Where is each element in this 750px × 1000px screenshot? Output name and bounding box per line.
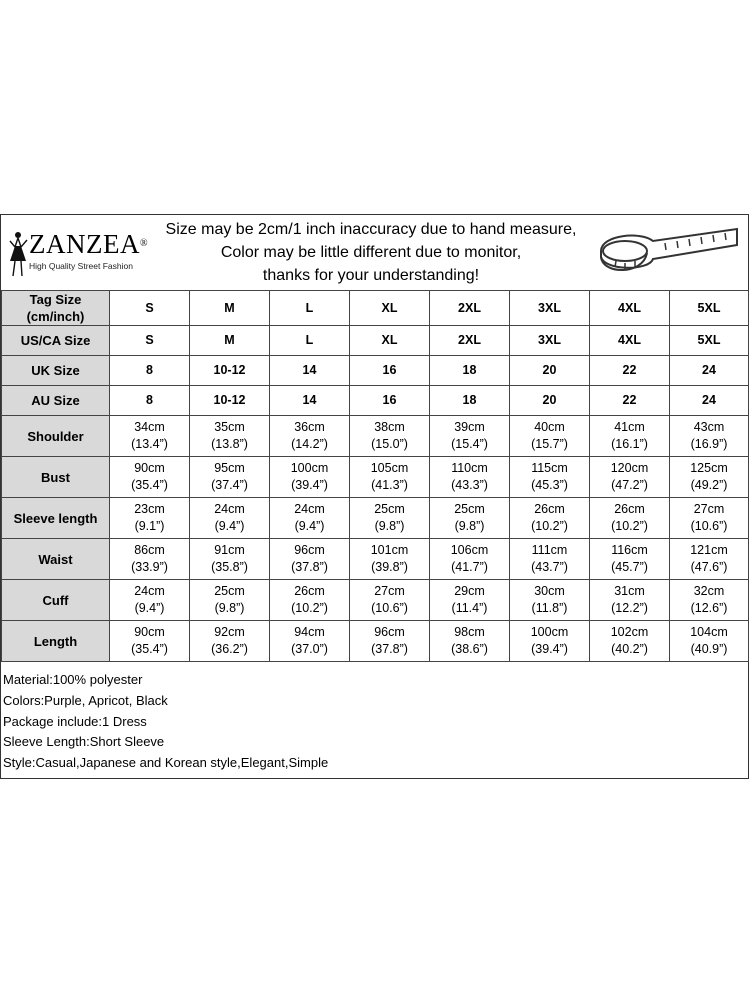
inch-value: (35.8”) bbox=[211, 560, 248, 574]
cm-value: 39cm bbox=[454, 420, 485, 434]
table-cell: S bbox=[110, 326, 190, 356]
measurement-notice bbox=[151, 218, 591, 287]
inch-value: (47.6”) bbox=[690, 560, 728, 574]
table-cell bbox=[590, 457, 670, 498]
inch-value: (9.8”) bbox=[214, 601, 245, 615]
inch-value: (38.6”) bbox=[451, 642, 488, 656]
table-cell bbox=[510, 580, 590, 621]
row-label: Sleeve length bbox=[2, 498, 110, 539]
table-cell bbox=[510, 498, 590, 539]
inch-value: (45.3”) bbox=[531, 478, 568, 492]
table-cell: 24 bbox=[670, 356, 749, 386]
notice-line: Size may be 2cm/1 inch inaccuracy due to hand measure, bbox=[165, 221, 577, 238]
cm-value: 95cm bbox=[214, 461, 245, 475]
cm-value: 41cm bbox=[614, 420, 645, 434]
inch-value: (40.2”) bbox=[611, 642, 648, 656]
row-label: AU Size bbox=[2, 386, 110, 416]
cm-value: 40cm bbox=[534, 420, 565, 434]
cm-value: 26cm bbox=[294, 584, 325, 598]
cm-value: 24cm bbox=[134, 584, 165, 598]
row-label: Shoulder bbox=[2, 416, 110, 457]
table-cell bbox=[590, 539, 670, 580]
size-conversion-row bbox=[2, 356, 749, 386]
inch-value: (33.9”) bbox=[131, 560, 168, 574]
inch-value: (15.4”) bbox=[451, 437, 488, 451]
table-cell: 10-12 bbox=[190, 356, 270, 386]
table-cell bbox=[590, 621, 670, 662]
table-cell: 24 bbox=[670, 386, 749, 416]
row-label: Tag Size (cm/inch) bbox=[2, 291, 110, 326]
inch-value: (37.8”) bbox=[371, 642, 408, 656]
dress-figure-icon bbox=[7, 231, 29, 277]
table-cell bbox=[670, 580, 749, 621]
row-label: Cuff bbox=[2, 580, 110, 621]
cm-value: 24cm bbox=[294, 502, 325, 516]
table-cell: 8 bbox=[110, 356, 190, 386]
cm-value: 91cm bbox=[214, 543, 245, 557]
size-header-cell: 5XL bbox=[670, 291, 749, 326]
inch-value: (14.2”) bbox=[291, 437, 328, 451]
inch-value: (9.1”) bbox=[134, 519, 165, 533]
inch-value: (11.8”) bbox=[531, 601, 568, 615]
table-cell: 4XL bbox=[590, 326, 670, 356]
cm-value: 101cm bbox=[370, 543, 409, 557]
inch-value: (13.8”) bbox=[211, 437, 248, 451]
spec-line: Sleeve Length:Short Sleeve bbox=[3, 734, 165, 750]
table-cell: 18 bbox=[430, 356, 510, 386]
cm-value: 96cm bbox=[294, 543, 325, 557]
measurement-row bbox=[2, 580, 749, 621]
cm-value: 26cm bbox=[534, 502, 565, 516]
table-cell bbox=[670, 621, 749, 662]
inch-value: (11.4”) bbox=[451, 601, 488, 615]
inch-value: (45.7”) bbox=[611, 560, 648, 574]
table-cell bbox=[110, 580, 190, 621]
table-cell bbox=[190, 580, 270, 621]
table-cell: 20 bbox=[510, 386, 590, 416]
cm-value: 121cm bbox=[690, 543, 728, 557]
table-cell bbox=[110, 416, 190, 457]
spec-line: Colors:Purple, Apricot, Black bbox=[3, 692, 168, 708]
cm-value: 25cm bbox=[454, 502, 485, 516]
table-cell bbox=[430, 621, 510, 662]
size-header-cell: 2XL bbox=[430, 291, 510, 326]
inch-value: (35.4”) bbox=[131, 642, 168, 656]
size-header-cell: L bbox=[270, 291, 350, 326]
table-cell bbox=[670, 457, 749, 498]
table-cell bbox=[190, 539, 270, 580]
cm-value: 27cm bbox=[374, 584, 405, 598]
table-cell bbox=[590, 580, 670, 621]
table-cell bbox=[350, 457, 430, 498]
table-cell bbox=[590, 498, 670, 539]
table-cell: 10-12 bbox=[190, 386, 270, 416]
table-cell bbox=[350, 539, 430, 580]
table-cell bbox=[350, 621, 430, 662]
table-cell bbox=[430, 539, 510, 580]
cm-value: 116cm bbox=[611, 543, 648, 557]
inch-value: (40.9”) bbox=[690, 642, 728, 656]
table-cell bbox=[190, 621, 270, 662]
table-cell bbox=[670, 416, 749, 457]
table-cell bbox=[430, 416, 510, 457]
table-cell bbox=[670, 539, 749, 580]
inch-value: (39.4”) bbox=[531, 642, 568, 656]
inch-value: (10.2”) bbox=[531, 519, 568, 533]
spec-line: Package include:1 Dress bbox=[3, 713, 147, 729]
table-cell bbox=[510, 416, 590, 457]
table-cell bbox=[190, 416, 270, 457]
table-cell bbox=[350, 416, 430, 457]
table-cell bbox=[190, 498, 270, 539]
cm-value: 96cm bbox=[374, 625, 405, 639]
cm-value: 86cm bbox=[134, 543, 165, 557]
table-cell bbox=[350, 498, 430, 539]
table-cell: 8 bbox=[110, 386, 190, 416]
inch-value: (36.2”) bbox=[211, 642, 248, 656]
cm-value: 31cm bbox=[614, 584, 645, 598]
table-cell bbox=[430, 457, 510, 498]
inch-value: (35.4”) bbox=[131, 478, 168, 492]
inch-value: (41.3”) bbox=[371, 478, 408, 492]
measurement-row bbox=[2, 416, 749, 457]
inch-value: (37.0”) bbox=[291, 642, 328, 656]
inch-value: (15.7”) bbox=[531, 437, 568, 451]
product-specs bbox=[3, 670, 328, 774]
cm-value: 35cm bbox=[214, 420, 245, 434]
cm-value: 125cm bbox=[690, 461, 728, 475]
spec-line: Style:Casual,Japanese and Korean style,Elegant,Simple bbox=[3, 755, 329, 771]
cm-value: 26cm bbox=[614, 502, 645, 516]
cm-value: 24cm bbox=[214, 502, 245, 516]
brand-tagline: High Quality Street Fashion bbox=[29, 261, 133, 271]
table-cell: 3XL bbox=[510, 326, 590, 356]
cm-value: 36cm bbox=[294, 420, 325, 434]
table-cell bbox=[350, 580, 430, 621]
size-header-cell: S bbox=[110, 291, 190, 326]
inch-value: (49.2”) bbox=[690, 478, 728, 492]
table-cell bbox=[430, 580, 510, 621]
table-cell: 14 bbox=[270, 356, 350, 386]
table-cell: M bbox=[190, 326, 270, 356]
cm-value: 102cm bbox=[610, 625, 649, 639]
row-label: Waist bbox=[2, 539, 110, 580]
table-cell bbox=[270, 621, 350, 662]
table-cell bbox=[270, 539, 350, 580]
cm-value: 32cm bbox=[693, 584, 725, 598]
cm-value: 27cm bbox=[693, 502, 725, 516]
table-cell: 16 bbox=[350, 386, 430, 416]
measurement-row bbox=[2, 621, 749, 662]
cm-value: 43cm bbox=[693, 420, 725, 434]
table-cell bbox=[510, 457, 590, 498]
cm-value: 120cm bbox=[610, 461, 649, 475]
cm-value: 94cm bbox=[294, 625, 325, 639]
table-cell bbox=[110, 539, 190, 580]
inch-value: (15.0”) bbox=[371, 437, 408, 451]
notice-line: thanks for your understanding! bbox=[262, 267, 480, 284]
cm-value: 111cm bbox=[531, 543, 568, 557]
cm-value: 30cm bbox=[534, 584, 565, 598]
inch-value: (41.7”) bbox=[451, 560, 488, 574]
size-conversion-row bbox=[2, 386, 749, 416]
cm-value: 90cm bbox=[134, 625, 165, 639]
size-header-cell: XL bbox=[350, 291, 430, 326]
row-label: UK Size bbox=[2, 356, 110, 386]
table-cell bbox=[590, 416, 670, 457]
measuring-tape-icon bbox=[591, 223, 741, 283]
table-cell bbox=[670, 498, 749, 539]
inch-value: (9.8”) bbox=[374, 519, 405, 533]
spec-line: Material:100% polyester bbox=[3, 672, 143, 687]
inch-value: (47.2”) bbox=[611, 478, 648, 492]
size-header-cell: 4XL bbox=[590, 291, 670, 326]
cm-value: 38cm bbox=[374, 420, 405, 434]
measurement-row bbox=[2, 457, 749, 498]
table-cell: 2XL bbox=[430, 326, 510, 356]
inch-value: (43.7”) bbox=[531, 560, 568, 574]
notice-line: Color may be little different due to monitor, bbox=[220, 244, 522, 261]
table-cell: 22 bbox=[590, 356, 670, 386]
brand-logo bbox=[3, 221, 153, 283]
cm-value: 34cm bbox=[134, 420, 165, 434]
cm-value: 23cm bbox=[134, 502, 165, 516]
inch-value: (9.4”) bbox=[214, 519, 245, 533]
inch-value: (9.4”) bbox=[294, 519, 325, 533]
row-label: Bust bbox=[2, 457, 110, 498]
cm-value: 105cm bbox=[370, 461, 409, 475]
inch-value: (12.6”) bbox=[690, 601, 728, 615]
inch-value: (9.4”) bbox=[134, 601, 165, 615]
cm-value: 100cm bbox=[290, 461, 329, 475]
registered-mark: ® bbox=[139, 238, 149, 249]
table-cell bbox=[430, 498, 510, 539]
cm-value: 104cm bbox=[690, 625, 728, 639]
measurement-row bbox=[2, 539, 749, 580]
cm-value: 25cm bbox=[214, 584, 245, 598]
brand-name: ZANZEA® bbox=[29, 229, 149, 259]
table-cell bbox=[510, 621, 590, 662]
table-cell bbox=[110, 621, 190, 662]
table-cell bbox=[270, 457, 350, 498]
cm-value: 90cm bbox=[134, 461, 165, 475]
table-cell: 16 bbox=[350, 356, 430, 386]
cm-value: 110cm bbox=[451, 461, 488, 475]
inch-value: (10.6”) bbox=[371, 601, 408, 615]
table-cell: 22 bbox=[590, 386, 670, 416]
table-cell bbox=[270, 580, 350, 621]
table-cell: 18 bbox=[430, 386, 510, 416]
inch-value: (16.1”) bbox=[611, 437, 648, 451]
table-cell: 14 bbox=[270, 386, 350, 416]
table-cell: L bbox=[270, 326, 350, 356]
row-label: Length bbox=[2, 621, 110, 662]
inch-value: (16.9”) bbox=[690, 437, 728, 451]
cm-value: 29cm bbox=[454, 584, 485, 598]
table-cell bbox=[110, 457, 190, 498]
inch-value: (10.2”) bbox=[291, 601, 328, 615]
inch-value: (10.6”) bbox=[690, 519, 728, 533]
size-table bbox=[1, 290, 749, 662]
size-header-cell: M bbox=[190, 291, 270, 326]
size-header-cell: 3XL bbox=[510, 291, 590, 326]
cm-value: 106cm bbox=[450, 543, 489, 557]
inch-value: (12.2”) bbox=[611, 601, 648, 615]
table-cell bbox=[270, 416, 350, 457]
chart-header bbox=[1, 215, 748, 290]
tag-size-row bbox=[2, 291, 749, 326]
row-label: US/CA Size bbox=[2, 326, 110, 356]
inch-value: (43.3”) bbox=[451, 478, 488, 492]
inch-value: (37.8”) bbox=[291, 560, 328, 574]
table-cell bbox=[270, 498, 350, 539]
cm-value: 25cm bbox=[374, 502, 405, 516]
inch-value: (13.4”) bbox=[131, 437, 168, 451]
inch-value: (9.8”) bbox=[454, 519, 485, 533]
table-cell: 5XL bbox=[670, 326, 749, 356]
size-conversion-row bbox=[2, 326, 749, 356]
cm-value: 115cm bbox=[531, 461, 568, 475]
table-cell bbox=[110, 498, 190, 539]
cm-value: 92cm bbox=[214, 625, 245, 639]
cm-value: 98cm bbox=[454, 625, 485, 639]
inch-value: (39.8”) bbox=[371, 560, 408, 574]
size-chart-sheet bbox=[0, 214, 749, 779]
inch-value: (10.2”) bbox=[611, 519, 648, 533]
table-cell bbox=[190, 457, 270, 498]
measurement-row bbox=[2, 498, 749, 539]
inch-value: (39.4”) bbox=[291, 478, 328, 492]
table-cell bbox=[510, 539, 590, 580]
inch-value: (37.4”) bbox=[211, 478, 248, 492]
cm-value: 100cm bbox=[530, 625, 569, 639]
table-cell: XL bbox=[350, 326, 430, 356]
table-cell: 20 bbox=[510, 356, 590, 386]
